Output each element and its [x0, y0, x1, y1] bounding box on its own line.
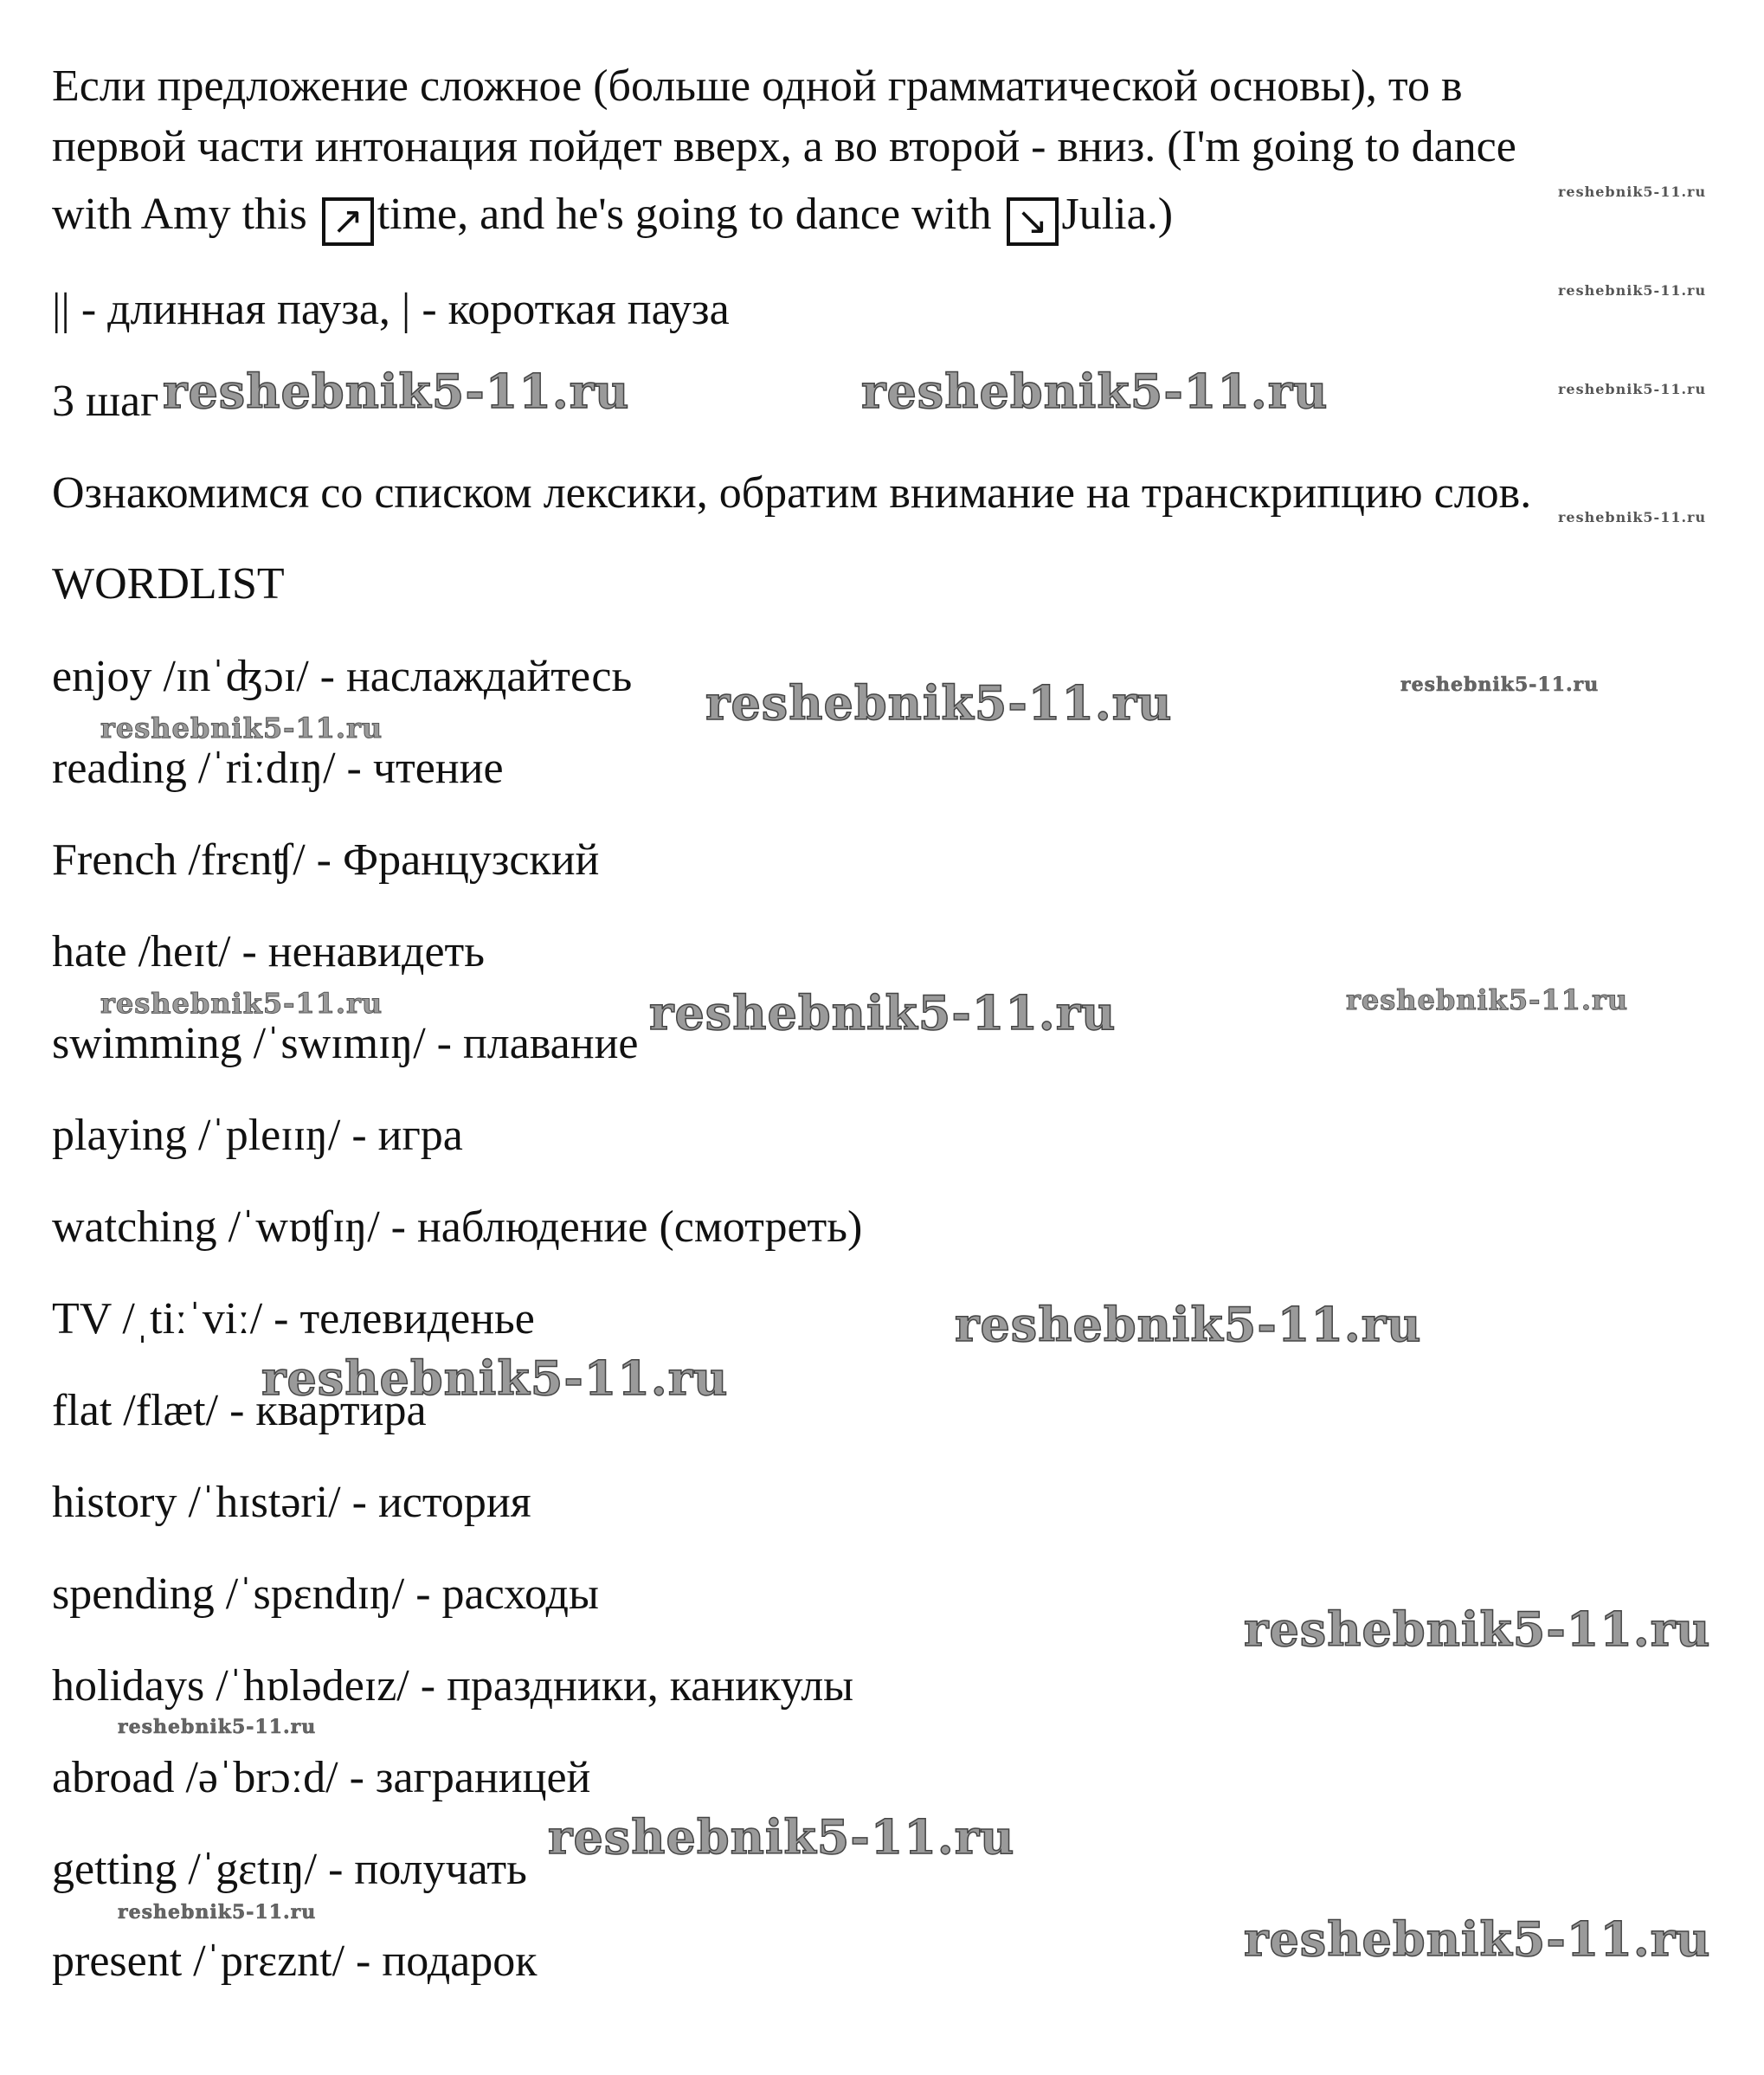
step-heading: 3 шаг — [52, 377, 159, 426]
word-item: present /ˈprɛznt/ - подарок — [52, 1936, 538, 1986]
arrow-down-icon: ↘ — [1007, 197, 1059, 246]
watermark: reshebnik5-11.ru — [705, 675, 1173, 731]
word-item: history /ˈhɪstəri/ - история — [52, 1478, 531, 1527]
word-item: getting /ˈgɛtɪŋ/ - получать — [52, 1845, 527, 1894]
watermark: reshebnik5-11.ru — [1558, 184, 1707, 200]
paragraph-line-3-middle: time, and he's going to dance with — [377, 190, 992, 239]
paragraph-line-3-start: with Amy this — [52, 190, 307, 239]
watermark: reshebnik5-11.ru — [548, 1809, 1015, 1865]
word-item: TV /ˌtiːˈviː/ - телевиденье — [52, 1294, 535, 1344]
word-item: hate /heɪt/ - ненавидеть — [52, 927, 485, 976]
paragraph-line-3 — [52, 189, 1173, 246]
watermark: reshebnik5-11.ru — [1346, 983, 1629, 1016]
watermark: reshebnik5-11.ru — [261, 1350, 729, 1406]
word-item: reading /ˈriːdɪŋ/ - чтение — [52, 744, 504, 793]
intro-text: Ознакомимся со списком лексики, обратим внимание на транскрипцию слов. — [52, 468, 1532, 518]
word-item: swimming /ˈswɪmɪŋ/ - плавание — [52, 1019, 639, 1068]
paragraph-line-3-end: Julia.) — [1061, 190, 1174, 239]
word-item: French /frɛnʧ/ - Французский — [52, 835, 600, 885]
watermark: reshebnik5-11.ru — [118, 1901, 317, 1924]
watermark: reshebnik5-11.ru — [118, 1716, 317, 1738]
word-item: abroad /əˈbrɔːd/ - заграницей — [52, 1753, 591, 1802]
watermark: reshebnik5-11.ru — [1558, 381, 1707, 397]
word-item: flat /flæt/ - квартира — [52, 1386, 427, 1435]
pause-note: || - длинная пауза, | - короткая пауза — [52, 285, 730, 334]
word-item: holidays /ˈhɒlədeɪz/ - праздники, каникулы — [52, 1661, 854, 1711]
watermark: reshebnik5-11.ru — [1244, 1911, 1711, 1967]
watermark: reshebnik5-11.ru — [1400, 673, 1600, 696]
watermark: reshebnik5-11.ru — [861, 364, 1329, 419]
word-item: playing /ˈpleɪɪŋ/ - игра — [52, 1111, 463, 1160]
watermark: reshebnik5-11.ru — [1558, 509, 1707, 525]
arrow-up-icon: ↗ — [322, 197, 374, 246]
word-item: enjoy /ɪnˈʤɔɪ/ - наслаждайтесь — [52, 652, 633, 701]
watermark: reshebnik5-11.ru — [955, 1297, 1422, 1352]
wordlist-title: WORDLIST — [52, 559, 285, 609]
watermark: reshebnik5-11.ru — [1558, 282, 1707, 299]
watermark: reshebnik5-11.ru — [649, 985, 1117, 1041]
paragraph-line-1: Если предложение сложное (больше одной грамматической основы), то в — [52, 61, 1463, 111]
watermark: reshebnik5-11.ru — [163, 364, 630, 419]
word-item: watching /ˈwɒʧɪŋ/ - наблюдение (смотреть) — [52, 1202, 863, 1252]
watermark: reshebnik5-11.ru — [100, 987, 383, 1020]
watermark: reshebnik5-11.ru — [1244, 1601, 1711, 1657]
paragraph-line-2: первой части интонация пойдет вверх, а во второй - вниз. (I'm going to dance — [52, 122, 1516, 171]
watermark: reshebnik5-11.ru — [100, 712, 383, 744]
word-item: spending /ˈspɛndɪŋ/ - расходы — [52, 1569, 599, 1619]
